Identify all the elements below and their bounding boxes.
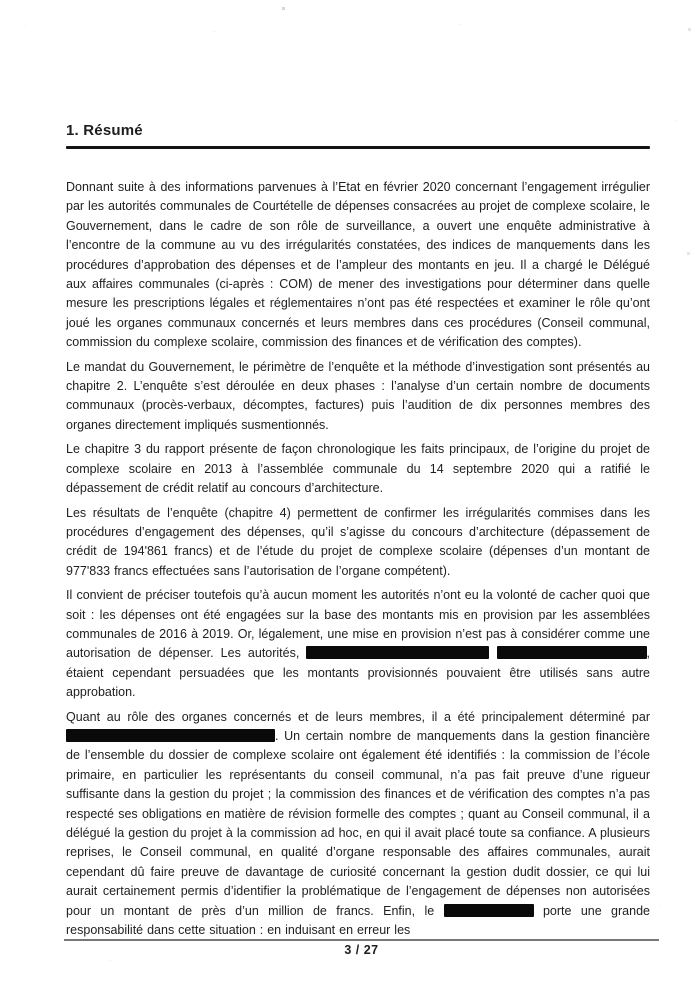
page-footer xyxy=(64,939,659,957)
text-segment: Les résultats de l’enquête (chapitre 4) permettent de confirmer les irrégularités commises dans les procédures d’engagement des dépenses, qu’il s’agisse du concours d’architecture (dépassement de crédit de 194'861 francs) et de l’étude du projet de complexe scolaire (dépenses d’un montant de 977'833 francs effectuées sans l’autorisation de l’organe compétent). xyxy=(66,505,650,578)
paragraphs-container xyxy=(66,178,650,940)
text-segment: Il convient de préciser toutefois qu’à aucun moment les autorités n’ont eu la volonté de cacher quoi que soit : les dépenses ont été engagées sur la base des montants mis en provision par les assemblées communales de 2016 à 2019. Or, légalement, une mise en provision n’est pas à considérer comme une autorisation de dépenser. Les autorités, xyxy=(66,588,650,661)
paragraph xyxy=(66,504,650,582)
page-number: 3 / 27 xyxy=(344,943,379,957)
redaction-bar xyxy=(497,646,647,659)
scan-noise-specks xyxy=(0,0,1,1)
text-segment xyxy=(489,646,496,660)
paragraph xyxy=(66,586,650,702)
text-segment: . Un certain nombre de manquements dans la gestion financière de l’ensemble du dossier de complexe scolaire ont également été identifiés : la commission de l’école primaire, en particulier les représentants du conseil communal, n’a pas fait preuve d’une rigueur suffisante dans la gestion du projet ; la commission des finances et de vérification des comptes n’a pas respecté ses obligations en matière de révision formelle des comptes ; quant au Conseil communal, il a délégué la gestion du projet à la commission ad hoc, en qui il avait placé toute sa confiance. A plusieurs reprises, le Conseil communal, en qualité d’organe responsable des affaires communales, aurait cependant dû faire preuve de davantage de curiosité concernant la gestion dudit dossier, ce qui lui aurait certainement permis d’identifier la problématique de l’engagement de dépenses non autorisées pour un montant de près d’un million de francs. Enfin, le xyxy=(66,728,650,918)
redaction-bar xyxy=(306,646,489,659)
text-segment: Quant au rôle des organes concernés et de leurs membres, il a été principalement déterminé par xyxy=(66,709,650,724)
content-area xyxy=(66,122,650,945)
redaction-bar xyxy=(66,729,275,742)
paragraph xyxy=(66,178,650,353)
text-segment: , étaient cependant persuadées que les montants provisionnés pouvaient être utilisés sans autre approbation. xyxy=(66,646,650,700)
paragraph xyxy=(66,440,650,498)
text-segment: Le chapitre 3 du rapport présente de façon chronologique les faits principaux, de l’origine du projet de complexe scolaire en 2013 à l’assemblée communale du 14 septembre 2020 qui a ratifié le dépassement de crédit relatif au concours d’architecture. xyxy=(66,442,650,496)
redaction-bar xyxy=(444,904,534,917)
paragraph xyxy=(66,708,650,941)
footer-rule xyxy=(64,939,659,941)
paragraph xyxy=(66,358,650,436)
text-segment: Donnant suite à des informations parvenues à l’Etat en février 2020 concernant l’engagement irrégulier par les autorités communales de Courtételle de dépenses consacrées au projet de complexe scolaire, le Gouvernement, dans le cadre de son rôle de surveillance, a ouvert une enquête administrative à l’encontre de la commune au vu des irrégularités constatées, des indices de manquements dans les procédures d’approbation des dépenses et de l’ampleur des montants en jeu. Il a chargé le Délégué aux affaires communales (ci-après : COM) de mener des investigations pour déterminer dans quelle mesure les prescriptions légales et réglementaires n’ont pas été respectées et examiner le rôle qu’ont joué les organes communaux concernés et leurs membres dans ces procédures (Conseil communal, commission du complexe scolaire, commission des finances et de vérification des comptes). xyxy=(66,180,650,350)
text-segment: Le mandat du Gouvernement, le périmètre de l’enquête et la méthode d’investigation sont présentés au chapitre 2. L’enquête s’est déroulée en deux phases : l’analyse d’un certain nombre de documents communaux (procès-verbaux, décomptes, factures) puis l’audition de dix personnes membres des organes directement impliqués susmentionnés. xyxy=(66,359,650,432)
text-segment: porte une grande responsabilité dans cette situation : en induisant en erreur les xyxy=(66,903,650,938)
section-heading: 1. Résumé xyxy=(66,122,143,139)
heading-rule xyxy=(66,146,650,149)
